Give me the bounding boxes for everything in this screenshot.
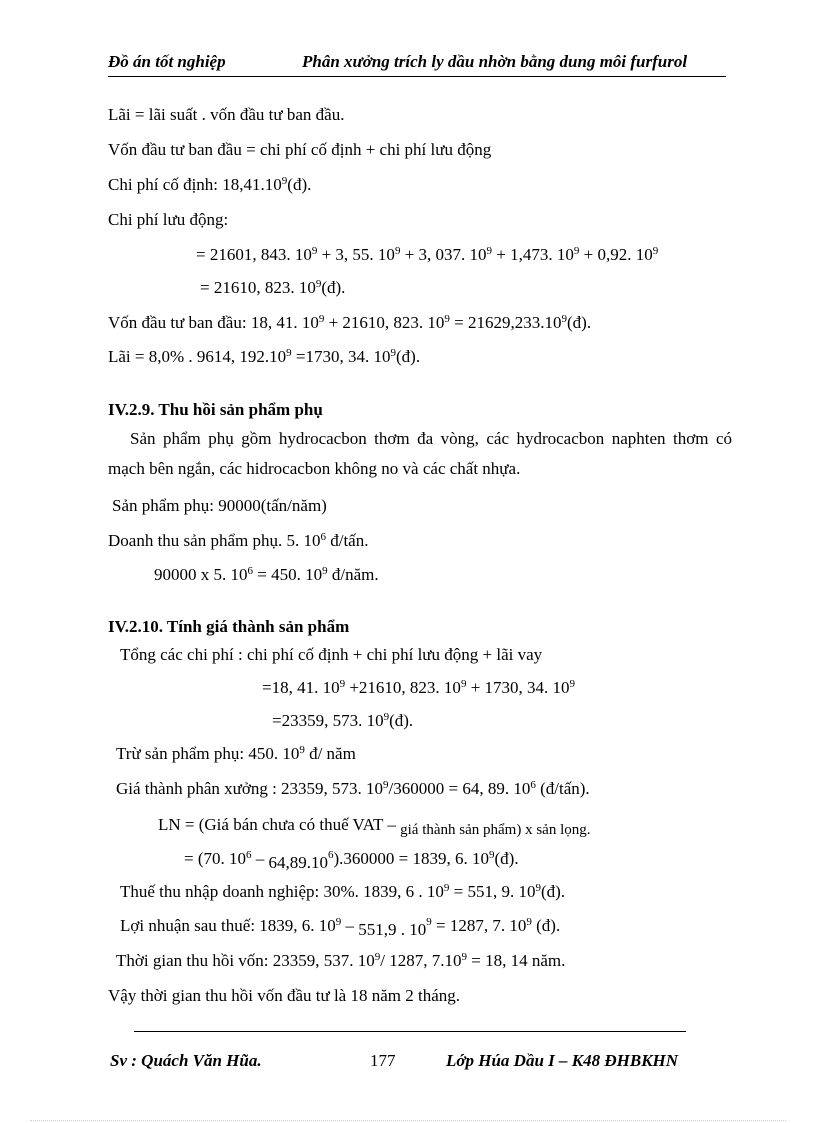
text-line: Lãi = lãi suất . vốn đầu tư ban đầu.: [108, 105, 345, 124]
page-edge-divider: [30, 1120, 786, 1121]
formula-line: Thuế thu nhập doanh nghiệp: 30%. 1839, 6 . $10^9 = 551$, 9. $10^9(đ)$.: [120, 882, 566, 901]
formula-line: =18, 41. $10^9 +21610$, 823. $10^9 + 1730$, 34. $10^9$: [262, 678, 576, 697]
formula-line: LN = (Giá bán chưa có thuế VAT – giá thành sản phẩm) x sản lọng.: [158, 815, 591, 838]
formula-line: Vốn đầu tư ban đầu: 18, 41. $10^9 + 21610$, 823. $10^9$ = $21629,233.10^9(đ)$.: [108, 313, 592, 332]
formula-line: Chi phí cố định: 18,41.10$^9$(đ).: [108, 175, 312, 194]
page-number: 177: [370, 1051, 396, 1070]
formula-line: 90000 x 5. $10^6 = 450$. $10^9$ đ/năm.: [154, 565, 379, 584]
footer-class: Lớp Húa Dầu I – K48 ĐHBKHN: [446, 1051, 679, 1070]
header-title-right: Phân xưởng trích ly dầu nhờn bằng dung môi furfurol: [302, 52, 688, 71]
section-heading: IV.2.10. Tính giá thành sản phẩm: [108, 617, 350, 636]
formula-line: Giá thành phân xưởng : 23359, 573. $10^9/360000 = 64$, 89. $10^6$ (đ/tấn).: [116, 779, 590, 798]
footer-divider: [134, 1031, 686, 1032]
formula-line: Lãi = 8,0% . 9614, $192.10^9 =1730$, 34. $10^9(đ)$.: [108, 347, 421, 366]
header-title-left: Đồ án tốt nghiệp: [108, 52, 226, 71]
formula-line: Doanh thu sản phẩm phụ. 5. $10^6$ đ/tấn.: [108, 531, 369, 550]
formula-line: Thời gian thu hồi vốn: 23359, 537. $10^9/$ 1287, $7.10^9 = 18$, 14 năm.: [116, 951, 566, 970]
section-heading: IV.2.9. Thu hồi sản phẩm phụ: [108, 400, 323, 419]
formula-line: =23359, 573. $10^9(đ)$.: [272, 711, 414, 730]
text-line: Sản phẩm phụ: 90000(tấn/năm): [112, 496, 327, 515]
footer-student: Sv : Quách Văn Hũa.: [110, 1051, 262, 1070]
formula-line: = 21610, 823. $10^9(đ)$.: [200, 278, 346, 297]
paragraph: Sản phẩm phụ gồm hydrocacbon thơm đa vòng, các hydrocacbon naphten thơm có mạch bên ngắn, các hidrocacbon không no và các chất nhựa.: [108, 429, 732, 478]
text-line: Vốn đầu tư ban đầu = chi phí cố định + chi phí lưu động: [108, 140, 492, 159]
text-line: Chi phí lưu động:: [108, 210, 229, 229]
formula-line: Lợi nhuận sau thuế: 1839, 6. $10^9 - 551,9$ . $10^9 = 1287$, 7. $10^9$ (đ).: [120, 916, 561, 939]
header-divider: [108, 76, 726, 77]
text-line: Vậy thời gian thu hồi vốn đầu tư là 18 năm 2 tháng.: [108, 986, 461, 1005]
formula-line: Trừ sản phẩm phụ: 450. $10^9$ đ/ năm: [116, 744, 356, 763]
formula-line: = 21601, 843. $10^9 + 3$, 55. $10^9 + 3$, 037. $10^9 + 1,473$. $10^9 + 0,92$. $10^9$: [196, 245, 659, 264]
text-line: Tổng các chi phí : chi phí cố định + chi phí lưu động + lãi vay: [120, 645, 543, 664]
formula-line: = (70. $10^6 - 64,89.10^6).360000 = 1839$, 6. $10^9(đ)$.: [184, 849, 519, 872]
